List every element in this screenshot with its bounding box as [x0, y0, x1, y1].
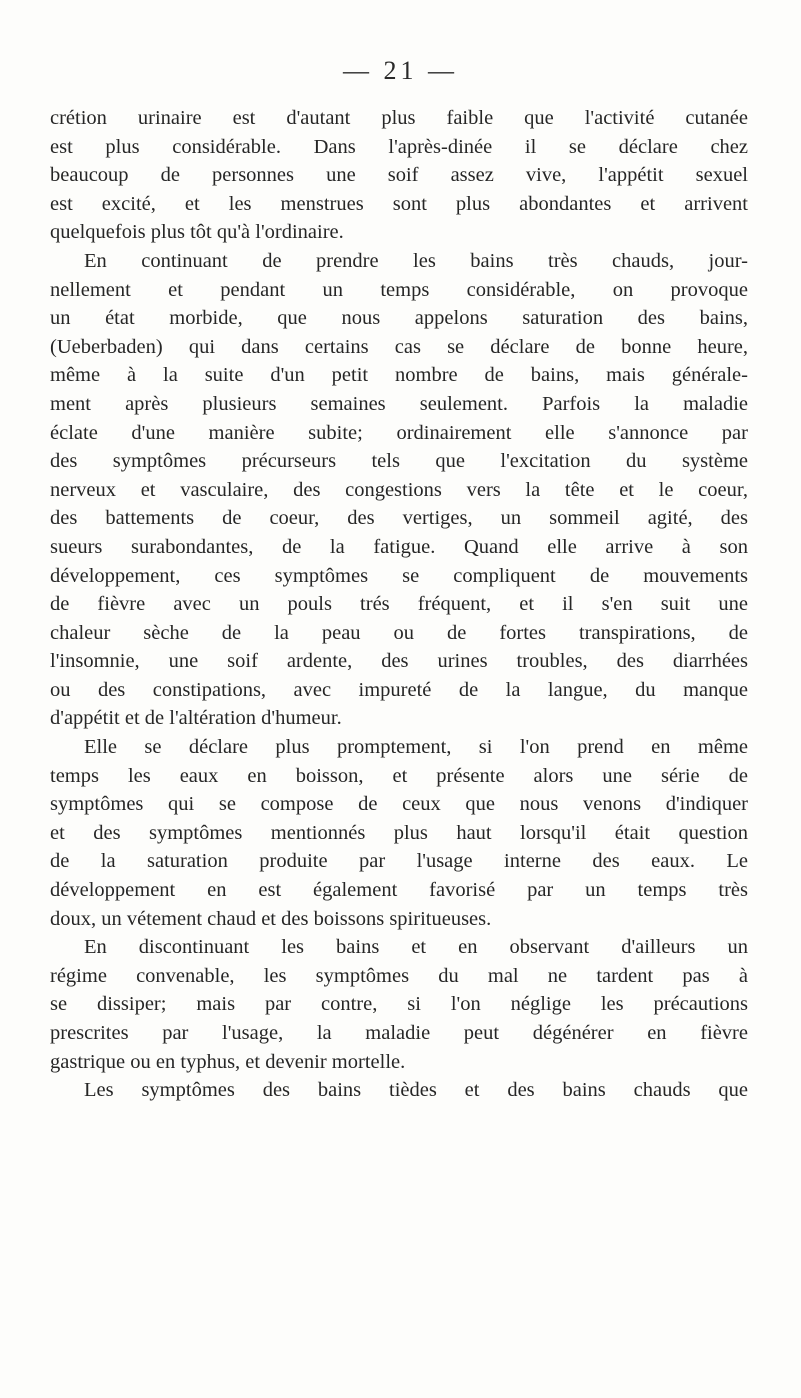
- text-line: ment après plusieurs semaines seulement. Parfois la maladie: [50, 392, 748, 415]
- text-line: gastrique ou en typhus, et devenir mortelle.: [50, 1050, 406, 1073]
- text-line: régime convenable, les symptômes du mal ne tardent pas à: [50, 964, 748, 987]
- text-line: de la saturation produite par l'usage interne des eaux. Le: [50, 850, 748, 873]
- text-line: En discontinuant les bains et en observant d'ailleurs un: [84, 936, 748, 959]
- text-line: sueurs surabondantes, de la fatigue. Quand elle arrive à son: [50, 535, 748, 558]
- text-line: crétion urinaire est d'autant plus faible que l'activité cutanée: [50, 107, 748, 129]
- text-line: est plus considérable. Dans l'après-dinée il se déclare chez: [50, 135, 748, 158]
- text-line: des symptômes précurseurs tels que l'excitation du système: [50, 450, 748, 473]
- text-line: un état morbide, que nous appelons saturation des bains,: [50, 307, 748, 330]
- text-line: se dissiper; mais par contre, si l'on néglige les précautions: [50, 993, 748, 1016]
- text-line: de fièvre avec un pouls trés fréquent, et il s'en suit une: [50, 593, 748, 616]
- text-line: quelquefois plus tôt qu'à l'ordinaire.: [50, 221, 344, 244]
- text-line: prescrites par l'usage, la maladie peut dégénérer en fièvre: [50, 1022, 748, 1044]
- text-line: nellement et pendant un temps considérable, on provoque: [50, 278, 748, 301]
- text-line: l'insomnie, une soif ardente, des urines troubles, des diarrhées: [50, 650, 748, 673]
- text-line: Elle se déclare plus promptement, si l'on prend en même: [84, 736, 748, 759]
- text-line: beaucoup de personnes une soif assez vive, l'appétit sexuel: [50, 164, 748, 187]
- text-line: même à la suite d'un petit nombre de bains, mais générale-: [50, 364, 748, 387]
- text-line: chaleur sèche de la peau ou de fortes transpirations, de: [50, 621, 748, 644]
- text-line: des battements de coeur, des vertiges, un sommeil agité, des: [50, 507, 748, 530]
- text-line: est excité, et les menstrues sont plus abondantes et arrivent: [50, 192, 748, 215]
- text-line: (Ueberbaden) qui dans certains cas se déclare de bonne heure,: [50, 335, 748, 358]
- text-line: développement en est également favorisé par un temps très: [50, 879, 748, 902]
- text-line: et des symptômes mentionnés plus haut lorsqu'il était question: [50, 821, 748, 844]
- text-line: temps les eaux en boisson, et présente alors une série de: [50, 764, 748, 787]
- text-line: développement, ces symptômes se compliquent de mouvements: [50, 564, 748, 587]
- text-line: ou des constipations, avec impureté de la langue, du manque: [50, 678, 748, 701]
- text-line: doux, un vétement chaud et des boissons spiritueuses.: [50, 907, 492, 930]
- body-text: [50, 104, 748, 1105]
- text-line: d'appétit et de l'altération d'humeur.: [50, 707, 342, 730]
- text-line: éclate d'une manière subite; ordinairement elle s'annonce par: [50, 421, 748, 444]
- text-line: symptômes qui se compose de ceux que nous venons d'indiquer: [50, 793, 748, 816]
- text-line: Les symptômes des bains tièdes et des bains chauds que: [84, 1079, 748, 1102]
- page-number: — 21 —: [343, 56, 458, 85]
- text-line: nerveux et vasculaire, des congestions vers la tête et le coeur,: [50, 478, 748, 501]
- text-line: En continuant de prendre les bains très chauds, jour-: [84, 249, 748, 272]
